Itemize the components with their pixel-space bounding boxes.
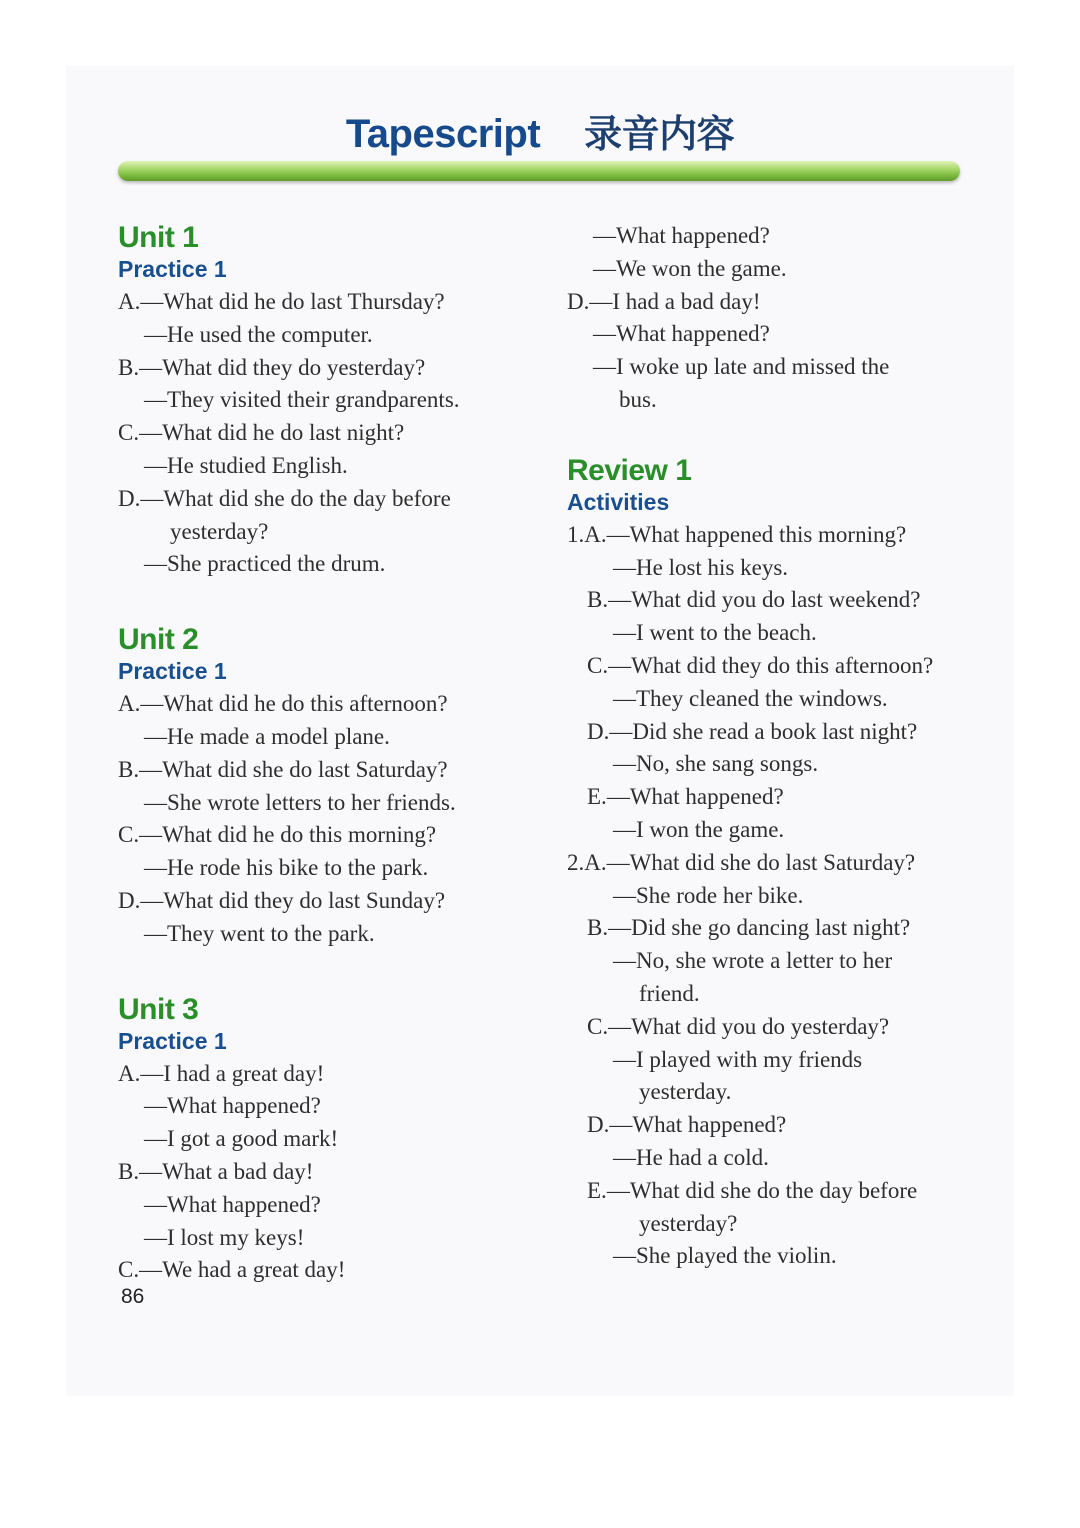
dialogue-line [118,852,538,885]
item-label: 1.A. [567,521,607,547]
page-number: 86 [121,1285,145,1308]
unit-heading: Unit 3 [118,992,199,1026]
practice-heading: Practice 1 [118,658,227,685]
dialogue-lines [118,286,538,581]
dialogue-text: —What happened? [593,223,770,248]
dialogue-text: —They went to the park. [144,920,375,946]
dialogue-line [567,912,967,945]
item-label: A. [118,289,141,314]
dialogue-text: —She wrote letters to her friends. [144,789,456,815]
dialogue-line [567,781,967,814]
dialogue-line [118,688,538,721]
dialogue-text: —What did you do last weekend? [608,587,921,613]
dialogue-line [118,819,538,852]
dialogue-lines [118,1058,538,1288]
activities-heading: Activities [567,488,670,515]
item-label: B. [587,915,609,941]
dialogue-text: —Did she go dancing last night? [608,915,911,941]
dialogue-text: —I had a great day! [140,1060,325,1086]
dialogue-text: —What did they do last Sunday? [140,887,446,913]
dialogue-line [567,1109,967,1142]
item-label: C. [118,420,140,446]
item-label: C. [118,1257,140,1283]
dialogue-text: —I got a good mark! [144,1126,339,1152]
dialogue-line [567,847,967,880]
dialogue-line [567,351,967,384]
dialogue-text: —He studied English. [144,452,348,478]
unit-3-section [118,992,538,1288]
dialogue-line [567,1240,967,1273]
dialogue-text: —What did he do this morning? [139,822,437,848]
dialogue-text: —He lost his keys. [613,554,789,580]
dialogue-line [118,483,538,516]
continued-dialogue-lines [567,220,967,417]
dialogue-text: —She played the violin. [613,1243,837,1269]
dialogue-text: —No, she wrote a letter to her [613,948,893,974]
dialogue-line [567,1044,967,1077]
review-heading: Review 1 [567,453,692,487]
left-column [118,220,538,1287]
title-divider-bar [118,161,960,181]
dialogue-text: —What happened? [144,1093,321,1119]
item-label: D. [118,887,141,913]
dialogue-line [567,318,967,351]
dialogue-text: —He had a cold. [613,1144,769,1170]
item-label: 2.A. [567,849,607,875]
dialogue-text: —What did she do the day before [606,1177,918,1203]
practice-heading: Practice 1 [118,256,227,282]
dialogue-line [567,384,967,417]
item-label: A. [118,1060,141,1086]
dialogue-text: —I won the game. [613,816,785,842]
dialogue-line [118,516,538,549]
dialogue-text: —What did she do last Saturday? [606,849,916,875]
item-label: B. [587,587,609,613]
item-label: B. [118,354,140,380]
dialogue-text: —No, she sang songs. [613,751,819,777]
dialogue-text: —What a bad day! [139,1158,314,1184]
item-label: D. [587,1112,610,1138]
right-column [567,220,967,1273]
dialogue-text: yesterday. [639,1079,732,1105]
dialogue-text: yesterday? [639,1210,738,1236]
dialogue-line [567,584,967,617]
dialogue-text: —What did he do this afternoon? [140,691,448,717]
practice-heading: Practice 1 [118,1027,227,1054]
dialogue-text: —He used the computer. [144,321,373,347]
dialogue-line [567,552,967,585]
title-chinese: 录音内容 [584,111,735,156]
dialogue-line [118,1123,538,1156]
item-label: C. [587,652,609,678]
title-english: Tapescript [345,112,541,156]
dialogue-line [118,286,538,319]
unit-heading: Unit 1 [118,221,199,254]
dialogue-lines [118,688,538,950]
dialogue-text: —We had a great day! [139,1257,346,1283]
dialogue-line [118,885,538,918]
dialogue-line [567,617,967,650]
dialogue-line [118,417,538,450]
item-label: B. [118,756,140,782]
dialogue-text: —We won the game. [593,255,787,281]
dialogue-line [118,918,538,951]
dialogue-text: —What happened? [144,1191,321,1217]
dialogue-line [567,1011,967,1044]
dialogue-text: —She practiced the drum. [144,551,386,577]
dialogue-line [118,721,538,754]
page-title [0,103,1080,158]
dialogue-line [567,1142,967,1175]
dialogue-line [118,548,538,581]
dialogue-text: —What did she do last Saturday? [139,756,448,782]
dialogue-line [567,748,967,781]
dialogue-line [567,1175,967,1208]
item-label: B. [118,1158,140,1184]
dialogue-line [567,683,967,716]
item-label: D. [118,485,141,511]
dialogue-text: —I played with my friends [613,1046,863,1072]
dialogue-line [118,352,538,385]
dialogue-text: —She rode her bike. [613,882,804,908]
unit-heading: Unit 2 [118,623,199,657]
dialogue-line [118,1254,538,1287]
dialogue-text: —I woke up late and missed the [593,354,890,380]
dialogue-text: —What happened this morning? [606,521,907,547]
item-label: E. [587,784,607,810]
dialogue-text: —Did she read a book last night? [609,718,918,744]
item-label: E. [587,1177,607,1203]
dialogue-line [118,1058,538,1091]
dialogue-line [118,1222,538,1255]
dialogue-line [567,286,967,319]
dialogue-text: —What did they do yesterday? [139,354,426,380]
dialogue-text: —What happened? [609,1112,787,1138]
dialogue-text: —I went to the beach. [613,620,817,646]
dialogue-line [118,319,538,352]
dialogue-text: —What did he do last Thursday? [140,289,445,314]
dialogue-text: —What happened? [593,321,770,347]
unit-2-section [118,622,538,950]
dialogue-line [567,220,967,253]
dialogue-line [567,716,967,749]
dialogue-text: —He rode his bike to the park. [144,855,429,881]
dialogue-line [118,1189,538,1222]
dialogue-line [118,384,538,417]
dialogue-line [118,450,538,483]
dialogue-line [567,1208,967,1241]
dialogue-line [567,650,967,683]
dialogue-line [118,754,538,787]
dialogue-line [567,253,967,286]
item-label: C. [587,1013,609,1039]
dialogue-text: —What did he do last night? [139,420,405,446]
item-label: A. [118,691,141,717]
dialogue-line [118,787,538,820]
dialogue-line [567,880,967,913]
dialogue-text: —He made a model plane. [144,723,390,749]
dialogue-line [118,1156,538,1189]
dialogue-text: —What happened? [606,784,784,810]
dialogue-line [567,519,967,552]
dialogue-text: —What did you do yesterday? [608,1013,890,1039]
dialogue-text: —They cleaned the windows. [613,685,888,711]
dialogue-line [567,1076,967,1109]
dialogue-text: —I had a bad day! [589,288,761,314]
unit-1-section [118,220,538,581]
dialogue-text: —They visited their grandparents. [144,387,460,413]
dialogue-text: friend. [639,980,700,1006]
dialogue-text: bus. [619,386,657,412]
dialogue-lines [567,519,967,1273]
item-label: C. [118,822,140,848]
dialogue-text: —I lost my keys! [144,1224,305,1250]
review-1-section [567,453,967,1273]
dialogue-line [567,978,967,1011]
item-label: D. [587,718,610,744]
item-label: D. [567,288,590,314]
dialogue-line [567,945,967,978]
dialogue-text: —What did they do this afternoon? [608,652,934,678]
dialogue-text: —What did she do the day before [140,485,451,511]
dialogue-line [567,814,967,847]
dialogue-line [118,1090,538,1123]
dialogue-text: yesterday? [170,518,269,544]
